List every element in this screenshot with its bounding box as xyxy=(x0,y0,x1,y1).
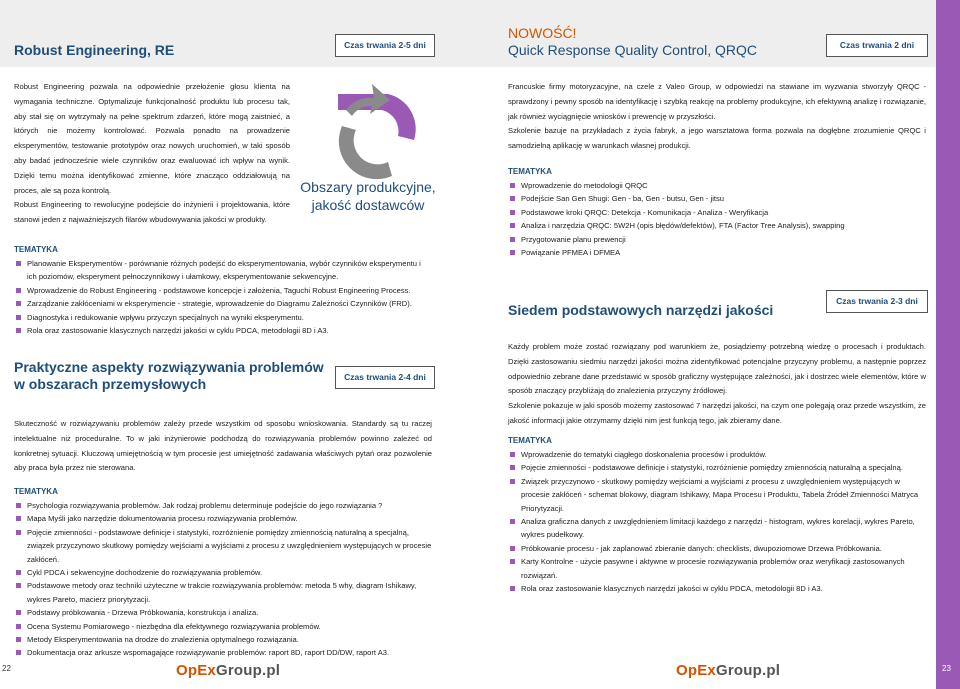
list-item: Dokumentacja oraz arkusze wspomagające rozwiązywanie problemów: raport 8D, raport DD/DW, raport A3. xyxy=(14,646,432,659)
list-item: Psychologia rozwiązywania problemów. Jak rodzaj problemu determinuje podejście do jego rozwiązania ? xyxy=(14,499,432,512)
right-page-number: 23 xyxy=(942,664,951,673)
left-section2-title-line1: Praktyczne aspekty rozwiązywania problemów xyxy=(14,359,324,375)
list-item: Wprowadzenie do metodologii QRQC xyxy=(508,179,926,192)
list-item: Karty Kontrolne - użycie pasywne i aktywne w procesie rozwiązywania problemów oraz weryfikacji zastosowanych rozwiązań. xyxy=(508,555,926,582)
left-tematyka-label: TEMATYKA xyxy=(14,245,58,254)
purple-edge-strip xyxy=(936,0,960,689)
right-logo xyxy=(676,662,780,679)
left-intro-p1: Robust Engineering pozwala na odpowiednie przełożenie głosu klienta na wymagania techniczne. Optymalizuje funkcjonalność produktu lub procesu tak, aby stał się on wytrzymały na pełne spektrum zdarzeń, które mogą zaistnieć, a których nie możemy kontrolować. Pozwala ponadto na prowadzenie eksperymentów, testowanie prototypów oraz nowych uruchomień, w taki sposób aby badać jednocześnie wiele czynników oraz ewaluować ich wpływ na wynik. Dzięki temu można identyfikować zmienne, które znacząco oddziałowują na proces, ale są poza kontrolą. xyxy=(14,82,290,195)
list-item: Wprowadzenie do tematyki ciągłego doskonalenia procesów i produktów. xyxy=(508,448,926,461)
list-item: Pojęcie zmienności - podstawowe definicje i statystyki, rozróżnienie pomiędzy zmiennością naturalną a specjalną, związek przyczynowo skutkowy pomiędzy wejściami a wyjściami z procesu z uwzględnieniem występujących w procesie zakłóceń. xyxy=(14,526,432,566)
graphic-caption: Obszary produkcyjne, jakość dostawców xyxy=(300,179,436,213)
cycle-arrows-graphic xyxy=(318,80,434,186)
new-label: NOWOŚĆ! xyxy=(508,25,577,41)
list-item: Podstawowe metody oraz techniki użyteczne w trakcie rozwiązywania problemów: metoda 5 why, diagram Ishikawy, wykres Pareto, macierz priorytyzacji. xyxy=(14,579,432,606)
right-section2-topics-list xyxy=(508,448,926,595)
list-item: Wprowadzenie do Robust Engineering - podstawowe koncepcje i założenia, Taguchi Robust Engineering Process. xyxy=(14,284,432,297)
list-item: Cykl PDCA i sekwencyjne dochodzenie do rozwiązywania problemów. xyxy=(14,566,432,579)
left-intro-p2: Robust Engineering to rewolucyjne podejście do inżynierii i projektowania, które stanowi jeden z najważniejszych filarów wbudowywania jakości w produkty. xyxy=(14,200,290,225)
right-tematyka-label: TEMATYKA xyxy=(508,167,552,176)
right-section2-tematyka-label: TEMATYKA xyxy=(508,436,552,445)
list-item: Powiązanie PFMEA i DFMEA xyxy=(508,246,926,259)
list-item: Metody Eksperymentowania na drodze do znalezienia optymalnego rozwiązania. xyxy=(14,633,432,646)
list-item: Podstawowe kroki QRQC: Detekcja - Komunikacja - Analiza - Weryfikacja xyxy=(508,206,926,219)
logo-op: OpEx xyxy=(176,662,216,679)
list-item: Podstawy próbkowania - Drzewa Próbkowania, konstrukcja i analiza. xyxy=(14,606,432,619)
list-item: Mapa Myśli jako narzędzie dokumentowania procesu rozwiązywania problemów. xyxy=(14,512,432,525)
list-item: Związek przyczynowo - skutkowy pomiędzy wejściami a wyjściami z procesu z uwzględnieniem występujących w procesie zakłóceń - schemat blokowy, diagram Ishikawy, Mapa Procesu i Produktu, Tabela Źródeł Zmienności Matryca Priorytyzacji. xyxy=(508,475,926,515)
list-item: Analiza i narzędzia QRQC: 5W2H (opis błędów/defektów), FTA (Factor Tree Analysis), swapping xyxy=(508,219,926,232)
right-topics-list xyxy=(508,179,926,259)
logo-group: Group.pl xyxy=(715,662,781,679)
right-header-duration-tag: Czas trwania 2 dni xyxy=(826,34,928,57)
left-section2-tematyka-label: TEMATYKA xyxy=(14,487,58,496)
left-header-duration-tag: Czas trwania 2-5 dni xyxy=(335,34,435,57)
right-intro-p1: Francuskie firmy motoryzacyjne, na czele z Valeo Group, w odpowiedzi na stawiane im wyzwania stworzyły QRQC - sprawdzony i pewny sposób na identyfikację i szybką reakcję na problemy produkcyjne, ich efektywną analizę i rozwiązanie, jak również wyciągnięcie wniosków i prewencję w przyszłości. xyxy=(508,82,926,121)
right-section2-p1: Każdy problem może zostać rozwiązany pod warunkiem że, posiądziemy potrzebną wiedzę o procesach i produktach. Dzięki zastosowaniu siedmiu narzędzi jakości można zidentyfikować potencjalne przyczyny problemu, a następnie poprzez odpowiednio zebrane dane przedstawić w sposób graficzny występujące zależności, jak i dostrzec wiele elementów, które w sposób znaczący przybliżają do znalezienia przyczyny źródłowej. xyxy=(508,342,926,396)
list-item: Diagnostyka i redukowanie wpływu przyczyn specjalnych na wyniki eksperymentu. xyxy=(14,311,432,324)
left-section2-title-line2: w obszarach przemysłowych xyxy=(14,376,207,392)
left-logo xyxy=(176,662,280,679)
left-header-title: Robust Engineering, RE xyxy=(14,42,175,58)
left-section2-paragraph: Skuteczność w rozwiązywaniu problemów zależy przede wszystkim od sposobu wnioskowania. Standardy są tu raczej intelektualne niż proceduralne. To w jaki inżynierowie podchodzą do rozwiązywania problemów powinno zależeć od konkretnej sytuacji. Kluczową umiejętnością w tym procesie jest umiejętność zadawania właściwych pytań oraz pozwolenie aby praca była przez nie sterowana. xyxy=(14,419,432,473)
right-header-title: Quick Response Quality Control, QRQC xyxy=(508,42,757,58)
logo-op: OpEx xyxy=(676,662,716,679)
list-item: Podejście San Gen Shugi: Gen - ba, Gen - butsu, Gen - jitsu xyxy=(508,192,926,205)
list-item: Planowanie Eksperymentów - porównanie różnych podejść do eksperymentowania, wybór czynników eksperymentu i ich poziomów, eksperyment pełnoczynnikowy i ułamkowy, eksperymentowanie sekwencyjne. xyxy=(14,257,432,284)
left-section2-topics-list xyxy=(14,499,432,660)
left-topics-list xyxy=(14,257,432,337)
right-intro xyxy=(508,80,926,154)
right-section2-title: Siedem podstawowych narzędzi jakości xyxy=(508,302,774,318)
right-intro-p2: Szkolenie bazuje na przykładach z życia fabryk, a jego warsztatowa forma pozwala na dogłębne zrozumienie QRQC i samodzielną aplikację w warunkach własnej produkcji. xyxy=(508,126,926,151)
left-section2-duration-tag: Czas trwania 2-4 dni xyxy=(335,366,435,389)
list-item: Analiza graficzna danych z uwzględnieniem limitacji każdego z narzędzi - histogram, wykres korelacji, wykres Pareto, wykres pudełkowy. xyxy=(508,515,926,542)
list-item: Przygotowanie planu prewencji xyxy=(508,233,926,246)
right-section2-text xyxy=(508,340,926,429)
left-intro xyxy=(14,80,290,228)
list-item: Zarządzanie zakłóceniami w eksperymencie - strategie, wprowadzenie do Diagramu Zależności Czynników (FRD). xyxy=(14,297,432,310)
list-item: Rola oraz zastosowanie klasycznych narzędzi jakości w cyklu PDCA, metodologii 8D i A3. xyxy=(14,324,432,337)
right-section2-p2: Szkolenie pokazuje w jaki sposób możemy zastosować 7 narzędzi jakości, na czym one polegają oraz przede wszystkim, że jakość informacji jakie otrzymamy dzięki nim jest funkcją tego, jak zbieramy dane. xyxy=(508,401,926,425)
right-section2-duration-tag: Czas trwania 2-3 dni xyxy=(826,290,928,313)
list-item: Ocena Systemu Pomiarowego - niezbędna dla efektywnego rozwiązywania problemów. xyxy=(14,620,432,633)
left-page-number: 22 xyxy=(2,664,11,673)
list-item: Rola oraz zastosowanie klasycznych narzędzi jakości w cyklu PDCA, metodologii 8D i A3. xyxy=(508,582,926,595)
logo-group: Group.pl xyxy=(215,662,281,679)
list-item: Pojęcie zmienności - podstawowe definicje i statystyki, rozróżnienie pomiędzy zmiennością naturalną a specjalną. xyxy=(508,461,926,474)
left-section2-title xyxy=(14,359,324,393)
list-item: Próbkowanie procesu - jak zaplanować zbieranie danych: checklists, dwupoziomowe Drzewa Próbkowania. xyxy=(508,542,926,555)
